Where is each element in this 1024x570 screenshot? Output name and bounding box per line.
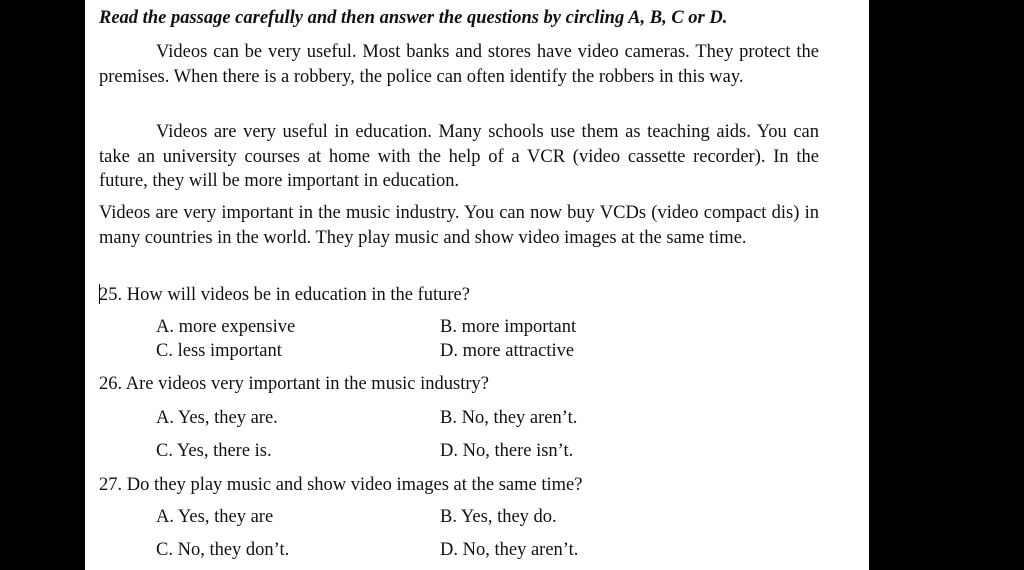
- question-25-option-a: A. more expensive: [156, 317, 296, 337]
- instruction-heading: Read the passage carefully and then answer the questions by circling A, B, C or D.: [99, 8, 728, 28]
- question-26-option-d: D. No, there isn’t.: [440, 441, 574, 461]
- question-25-text: 25. How will videos be in education in the future?: [99, 285, 470, 305]
- question-27-option-d: D. No, they aren’t.: [440, 540, 579, 560]
- question-27-option-a: A. Yes, they are: [156, 507, 274, 527]
- question-25-option-d: D. more attractive: [440, 341, 575, 361]
- question-26-option-c: C. Yes, there is.: [156, 441, 272, 461]
- question-27-option-b: B. Yes, they do.: [440, 507, 557, 527]
- question-26: 26. Are videos very important in the music industry?: [99, 374, 489, 394]
- question-26-option-a: A. Yes, they are.: [156, 408, 278, 428]
- passage-paragraph-3: Videos are very important in the music industry. You can now buy VCDs (video compact dis) in many countries in the world. They play music and show video images at the same time.: [99, 203, 819, 248]
- question-26-option-b: B. No, they aren’t.: [440, 408, 578, 428]
- passage-paragraph-1: Videos can be very useful. Most banks and stores have video cameras. They protect the premises. When there is a robbery, the police can often identify the robbers in this way.: [99, 42, 819, 87]
- question-27-option-c: C. No, they don’t.: [156, 540, 290, 560]
- document-page: [85, 0, 869, 570]
- passage-paragraph-2: Videos are very useful in education. Many schools use them as teaching aids. You can take an university courses at home with the help of a VCR (video cassette recorder). In the future, they will be more important in education.: [99, 122, 819, 191]
- question-27: 27. Do they play music and show video images at the same time?: [99, 475, 583, 495]
- question-25-option-b: B. more important: [440, 317, 577, 337]
- question-25: [99, 284, 470, 306]
- question-25-option-c: C. less important: [156, 341, 282, 361]
